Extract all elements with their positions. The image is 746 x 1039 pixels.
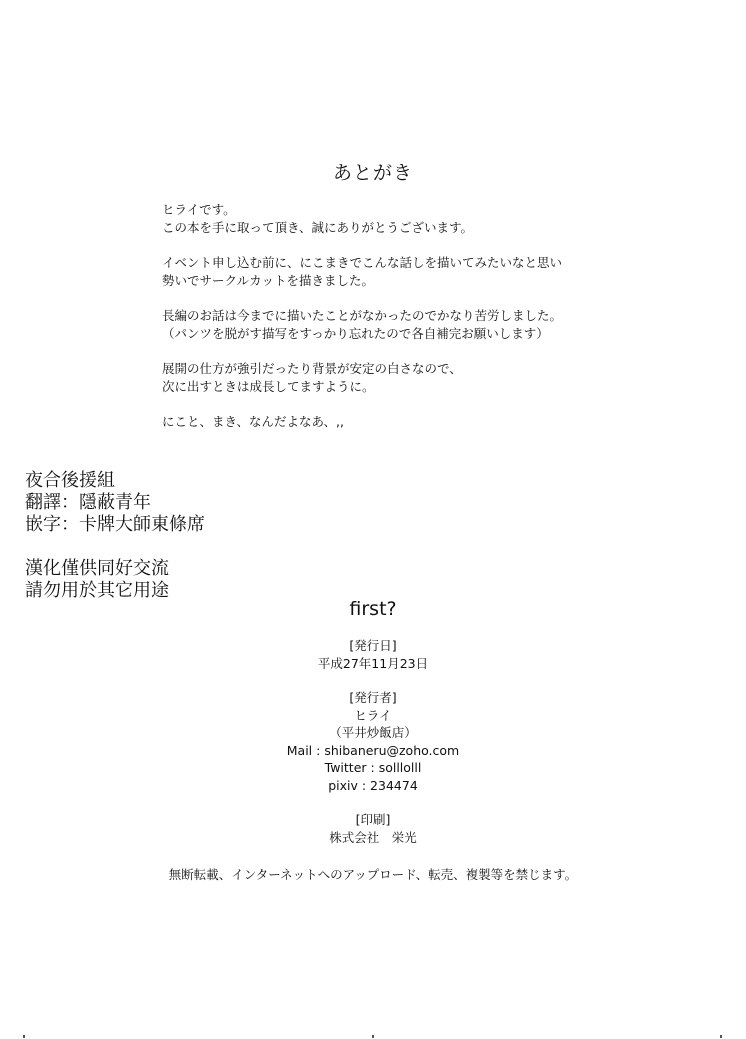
- publisher-mail: Mail : shibaneru@zoho.com: [286, 742, 460, 758]
- afterword-line: ヒライです。: [162, 202, 236, 217]
- publisher-block: [0, 689, 746, 794]
- spacer: [25, 536, 205, 558]
- issue-date-block: [0, 637, 746, 672]
- circle-name: （平井炒飯店）: [329, 725, 417, 740]
- afterword-paragraph: [162, 201, 562, 237]
- printer-name: 株式会社 栄光: [329, 829, 417, 845]
- book-title: first?: [349, 598, 397, 620]
- afterword-line: （パンツを脱がす描写をすっかり忘れたので各自補完お願いします）: [162, 326, 549, 341]
- afterword-line: イベント申し込む前に、にこまきでこんな話しを描いてみたいなと思い: [162, 255, 563, 270]
- printer-block: [0, 811, 746, 846]
- scanlation-typesetter: 嵌字：卡牌大師東條席: [25, 514, 205, 535]
- publisher-pixiv: pixiv : 234474: [328, 777, 418, 793]
- scanlation-notice: 漢化僅供同好交流: [25, 558, 169, 579]
- afterword-line: この本を手に取って頂き、誠にありがとうございます。: [162, 220, 474, 235]
- publisher-label: [発行者]: [349, 690, 397, 705]
- afterword-line: 勢いでサークルカットを描きました。: [162, 273, 375, 288]
- issue-date: 平成27年11月23日: [317, 655, 429, 671]
- afterword-line: 展開の仕方が強引だったり背景が安定の白さなので、: [162, 361, 462, 376]
- colophon: [0, 597, 746, 863]
- scanlation-translator: 翻譯：隱蔽青年: [25, 492, 151, 513]
- afterword-title: あとがき: [332, 162, 413, 184]
- scanlation-credits: [25, 470, 205, 602]
- afterword-paragraph: [162, 360, 562, 396]
- crop-mark: [372, 1035, 374, 1038]
- printer-label: [印刷]: [355, 812, 391, 827]
- afterword-paragraph: [162, 254, 562, 290]
- issue-date-label: [発行日]: [349, 638, 397, 653]
- afterword-body: [162, 201, 562, 448]
- afterword-line: にこと、まき、なんだよなあ、,,: [162, 414, 344, 429]
- afterword-line: 次に出すときは成長してますように。: [162, 379, 375, 394]
- rights-notice: 無断転載、インターネットへのアップロード、転売、複製等を禁じます。: [168, 867, 578, 882]
- afterword-paragraph: [162, 413, 562, 431]
- crop-mark: [720, 1035, 722, 1038]
- publisher-twitter: Twitter : solllolll: [324, 760, 422, 775]
- afterword-line: 長編のお話は今までに描いたことがなかったのでかなり苦労しました。: [162, 308, 563, 323]
- crop-mark: [23, 1035, 25, 1038]
- scanlation-group: 夜合後援組: [25, 470, 115, 491]
- afterword-paragraph: [162, 307, 562, 343]
- scanlation-notice: 請勿用於其它用途: [25, 580, 169, 601]
- publisher-name: ヒライ: [354, 707, 392, 723]
